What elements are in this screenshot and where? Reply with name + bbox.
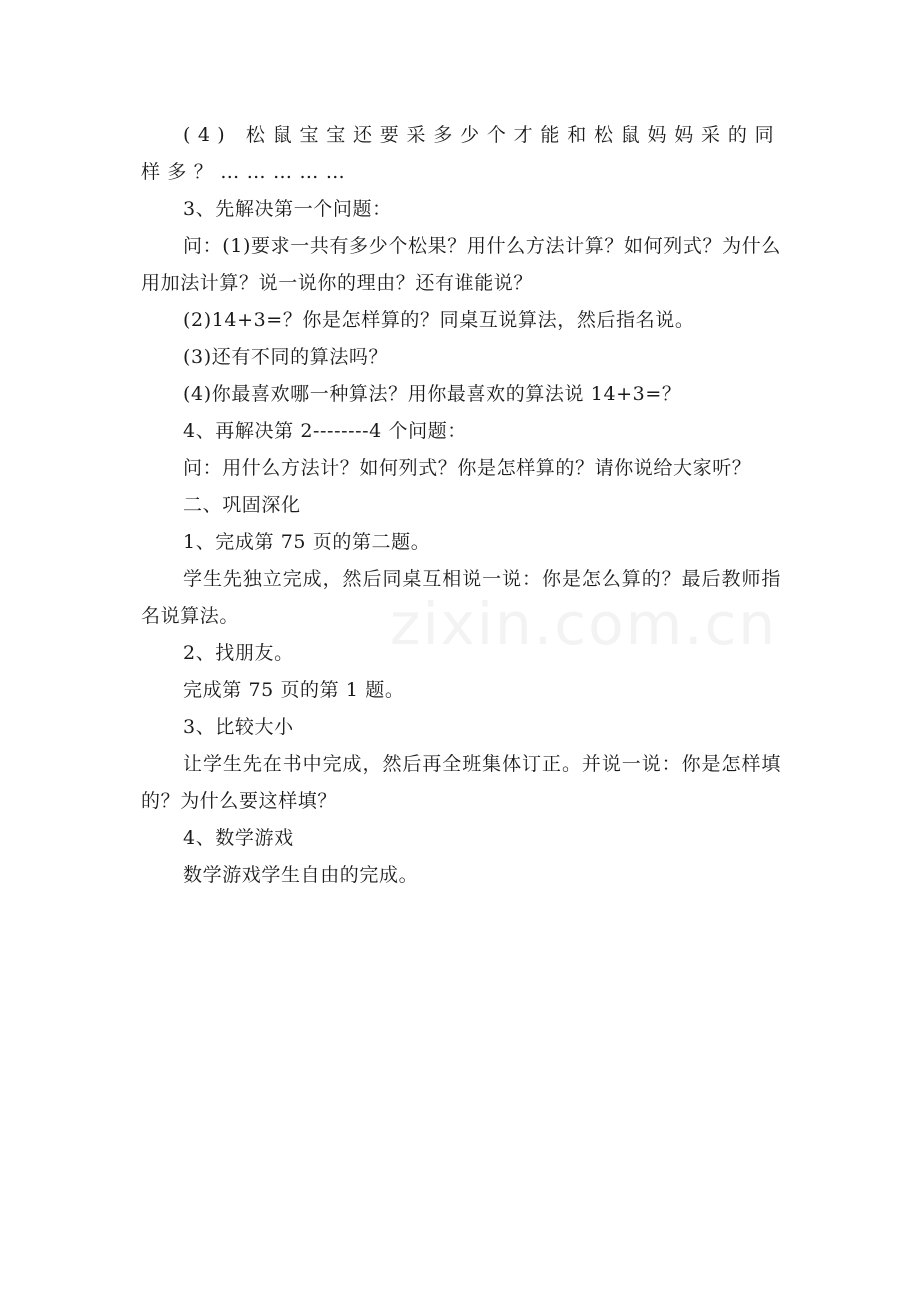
- paragraph-exercise-1: 1、完成第 75 页的第二题。: [183, 531, 431, 553]
- document-body: [141, 117, 781, 894]
- paragraph-exercise-2: 2、找朋友。: [183, 642, 294, 664]
- watermark-text: zixin.com.cn: [390, 590, 778, 658]
- paragraph-step-3: 3、先解决第一个问题：: [183, 198, 392, 220]
- paragraph-ask-1: 问：(1)要求一共有多少个松果？用什么方法计算？如何列式？为什么用加法计算？说一说你的理由？还有谁能说？: [141, 235, 781, 294]
- section-heading-consolidate: 二、巩固深化: [183, 494, 301, 516]
- paragraph-question-4: (4) 松鼠宝宝还要采多少个才能和松鼠妈妈采的同样多？……………: [141, 124, 781, 183]
- paragraph-exercise-1-detail: 学生先独立完成，然后同桌互相说一说：你是怎么算的？最后教师指名说算法。: [141, 568, 781, 627]
- paragraph-step-4: 4、再解决第 2--------4 个问题：: [183, 420, 467, 442]
- paragraph-exercise-4: 4、数学游戏: [183, 827, 294, 849]
- paragraph-exercise-3-detail: 让学生先在书中完成，然后再全班集体订正。并说一说：你是怎样填的？为什么要这样填？: [141, 753, 781, 812]
- paragraph-ask-2: (2)14+3=？你是怎样算的？同桌互说算法，然后指名说。: [183, 309, 695, 331]
- paragraph-ask-3: (3)还有不同的算法吗？: [183, 346, 389, 368]
- paragraph-exercise-2-detail: 完成第 75 页的第 1 题。: [183, 679, 405, 701]
- paragraph-exercise-4-detail: 数学游戏学生自由的完成。: [183, 864, 419, 886]
- paragraph-ask-4: (4)你最喜欢哪一种算法？用你最喜欢的算法说 14+3=？: [183, 383, 682, 405]
- paragraph-exercise-3: 3、比较大小: [183, 716, 294, 738]
- paragraph-ask-method: 问：用什么方法计？如何列式？你是怎样算的？请你说给大家听？: [183, 457, 752, 479]
